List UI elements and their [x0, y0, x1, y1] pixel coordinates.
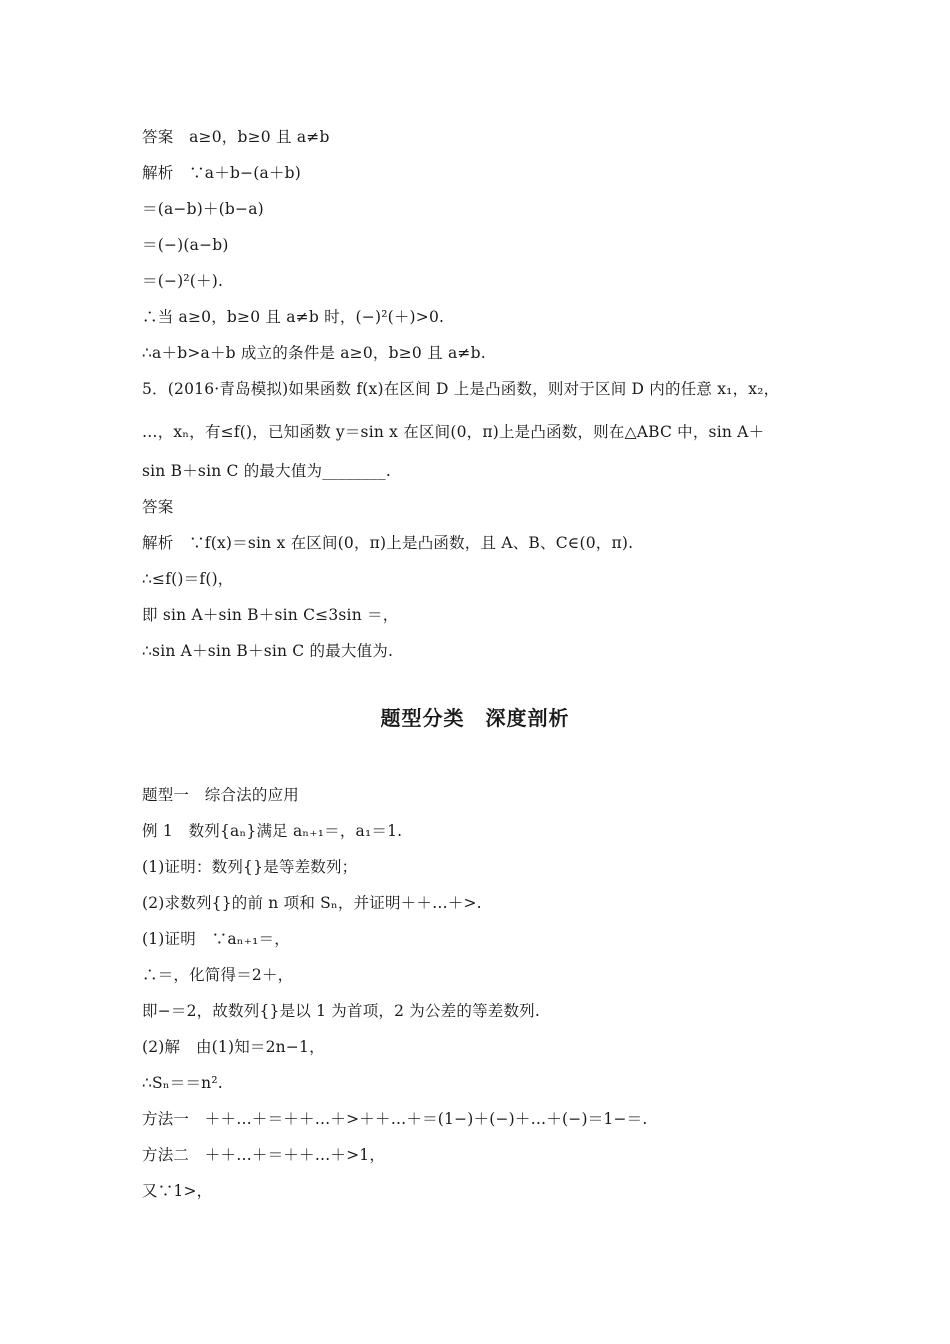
problem-5-line-1: 5．(2016·青岛模拟)如果函数 f(x)在区间 D 上是凸函数，则对于区间 D 内的任意 x₁，x₂，: [142, 380, 780, 398]
method-2-line: 方法二 ＋＋…＋＝＋＋…＋>1，: [142, 1146, 386, 1164]
example-1-part-1: (1)证明：数列{}是等差数列；: [142, 858, 358, 876]
conclusion-line: ∴当 a≥0，b≥0 且 a≠b 时，(−)²(＋)>0.: [142, 308, 445, 326]
derivation-line: ＝(a−b)＋(b−a): [142, 200, 264, 218]
analysis-line: 解析 ∵f(x)＝sin x 在区间(0，π)上是凸函数，且 A、B、C∈(0，π).: [142, 534, 634, 552]
solution-line: ∴Sₙ＝＝n².: [142, 1074, 223, 1092]
conclusion-line: ∴sin A＋sin B＋sin C 的最大值为.: [142, 642, 394, 660]
proof-line: ∴＝，化简得＝2＋，: [142, 966, 294, 984]
answer-line: 答案 a≥0，b≥0 且 a≠b: [142, 128, 330, 146]
derivation-line: ＝(−)(a−b): [142, 236, 229, 254]
topic-title: 题型一 综合法的应用: [142, 786, 300, 804]
proof-line: 即−＝2，故数列{}是以 1 为首项，2 为公差的等差数列.: [142, 1002, 541, 1020]
derivation-line: 即 sin A＋sin B＋sin C≤3sin ＝，: [142, 606, 399, 624]
derivation-line: ＝(−)²(＋).: [142, 272, 224, 290]
method-1-line: 方法一 ＋＋…＋＝＋＋…＋>＋＋…＋＝(1−)＋(−)＋…＋(−)＝1−＝.: [142, 1110, 648, 1128]
problem-5-line-3: sin B＋sin C 的最大值为________.: [142, 462, 391, 480]
problem-5-line-2: …，xₙ，有≤f()，已知函数 y＝sin x 在区间(0，π)上是凸函数，则在△ABC 中，sin A＋: [142, 423, 765, 441]
example-1-part-2: (2)求数列{}的前 n 项和 Sₙ，并证明＋＋…＋>.: [142, 894, 482, 912]
conclusion-line: ∴a＋b>a＋b 成立的条件是 a≥0，b≥0 且 a≠b.: [142, 344, 486, 362]
analysis-line: 解析 ∵a＋b−(a＋b): [142, 164, 302, 182]
method-2-line: 又∵1>，: [142, 1182, 213, 1200]
example-1-statement: 例 1 数列{aₙ}满足 aₙ₊₁＝，a₁＝1.: [142, 822, 403, 840]
answer-line: 答案: [142, 498, 174, 516]
section-heading: 题型分类 深度剖析: [380, 706, 570, 730]
solution-line: (2)解 由(1)知＝2n−1，: [142, 1038, 325, 1056]
proof-line: (1)证明 ∵aₙ₊₁＝，: [142, 930, 290, 948]
derivation-line: ∴≤f()＝f()，: [142, 570, 234, 588]
